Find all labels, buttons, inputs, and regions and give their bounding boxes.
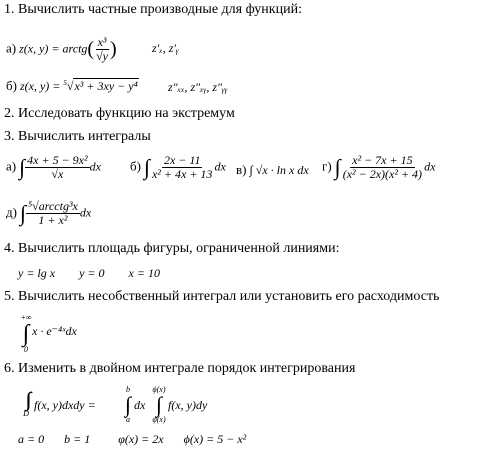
- task-6-double-integral: [18, 390, 34, 418]
- task-6-region: D: [23, 409, 29, 418]
- task-3a-label: а): [6, 158, 17, 174]
- task-5-title: 5. Вычислить несобственный интеграл или установить его расходимость: [4, 289, 440, 304]
- task-3g: [322, 154, 435, 181]
- task-3g-den: (x² − 2x)(x² + 4): [342, 167, 423, 181]
- task-3-title: 3. Вычислить интегралы: [4, 129, 151, 144]
- task-3a-num: 4x + 5 − 9x²: [27, 153, 88, 167]
- task-4-line-3: x = 10: [128, 266, 160, 280]
- task-6-mid: dx: [134, 398, 146, 412]
- task-6-outer-lower: a: [126, 415, 130, 424]
- task-1b-find: z″ₓₓ, z″ₓᵧ, z″ᵧᵧ: [168, 80, 228, 94]
- task-1a: а) z(x, y) = arctg( $\frac{\text{x³}}{√y}$ ): [6, 35, 117, 63]
- task-3a-dx: dx: [89, 159, 101, 174]
- task-5-upper-limit: +∞: [20, 313, 32, 322]
- task-3b-num: 2x − 11: [163, 153, 201, 167]
- task-6-rhs: f(x, y)dy: [168, 398, 208, 412]
- task-6-outer-integral: b ∫ a: [122, 386, 134, 424]
- task-6-inner-integral: ϕ(x) ∫ φ(x): [150, 386, 168, 424]
- task-5-lower-limit: 0: [24, 345, 28, 354]
- task-3g-num: x² − 7x + 15: [352, 153, 413, 167]
- task-1a-den: √y: [96, 49, 108, 63]
- task-3b: [130, 154, 226, 181]
- task-3v-expr: ∫ √x · ln x dx: [249, 163, 309, 177]
- task-3d-dx: dx: [79, 205, 92, 220]
- task-1a-label: а): [6, 40, 17, 56]
- task-3g-label: г): [322, 158, 332, 174]
- task-6-inner-lower: φ(x): [152, 415, 166, 424]
- task-6-param-phi: φ(x) = 2x: [118, 432, 164, 446]
- task-6-params: [18, 432, 246, 447]
- task-5-expr: x · e⁻⁴ˣdx: [32, 324, 77, 338]
- integral-sign: ∫: [19, 200, 26, 226]
- integral-sign: ∫: [143, 154, 150, 180]
- task-3b-label: б): [130, 158, 141, 174]
- task-6-param-b: b = 1: [64, 432, 91, 446]
- task-1a-num: x³: [97, 35, 107, 49]
- task-1b: б) z(x, y) = $^5$√x³ + 3xy − y⁴: [6, 78, 138, 93]
- task-3v: [236, 162, 309, 178]
- task-3d-label: д): [6, 204, 17, 220]
- task-1b-radicand: x³ + 3xy − y⁴: [74, 79, 138, 93]
- task-3a-den: √x: [51, 167, 64, 181]
- task-3d-num: ⁵√arcctg³x: [27, 199, 78, 213]
- task-3b-dx: dx: [214, 159, 226, 174]
- task-1a-fraction: [94, 36, 110, 63]
- task-1b-lhs: z(x, y) =: [19, 79, 61, 93]
- task-1b-root-index: 5: [63, 79, 67, 87]
- task-3a: [6, 154, 101, 181]
- task-1a-lhs: z(x, y) = arctg: [19, 41, 88, 56]
- task-1-title: 1. Вычислить частные производные для функций:: [4, 2, 302, 17]
- task-6-lhs: f(x, y)dxdy =: [34, 398, 96, 412]
- task-3b-den: x² + 4x + 13: [151, 167, 213, 181]
- task-1a-find: z′ₓ, z′ᵧ: [152, 41, 179, 55]
- task-6-outer-upper: b: [126, 385, 130, 394]
- task-2-title: 2. Исследовать функцию на экстремум: [4, 106, 235, 121]
- task-3v-label: в): [236, 162, 247, 177]
- task-6-param-a: a = 0: [18, 432, 45, 446]
- task-6-inner-upper: ϕ(x): [152, 385, 166, 394]
- task-4-line-1: y = lg x: [18, 266, 56, 280]
- task-4-line-2: y = 0: [79, 266, 105, 280]
- task-3d: [6, 200, 91, 227]
- integral-sign: ∫: [22, 321, 30, 347]
- task-3g-dx: dx: [424, 159, 436, 174]
- task-6-param-varphi: ϕ(x) = 5 − x²: [183, 432, 247, 446]
- task-4-lines: [18, 266, 160, 281]
- task-3d-den: 1 + x²: [38, 213, 68, 227]
- task-4-title: 4. Вычислить площадь фигуры, ограниченной линиями:: [4, 241, 340, 256]
- task-6-title: 6. Изменить в двойном интеграле порядок интегрирования: [4, 361, 356, 376]
- integral-sign: ∫: [19, 154, 26, 180]
- integral-sign: ∫: [334, 154, 341, 180]
- task-1b-label: б): [6, 78, 17, 93]
